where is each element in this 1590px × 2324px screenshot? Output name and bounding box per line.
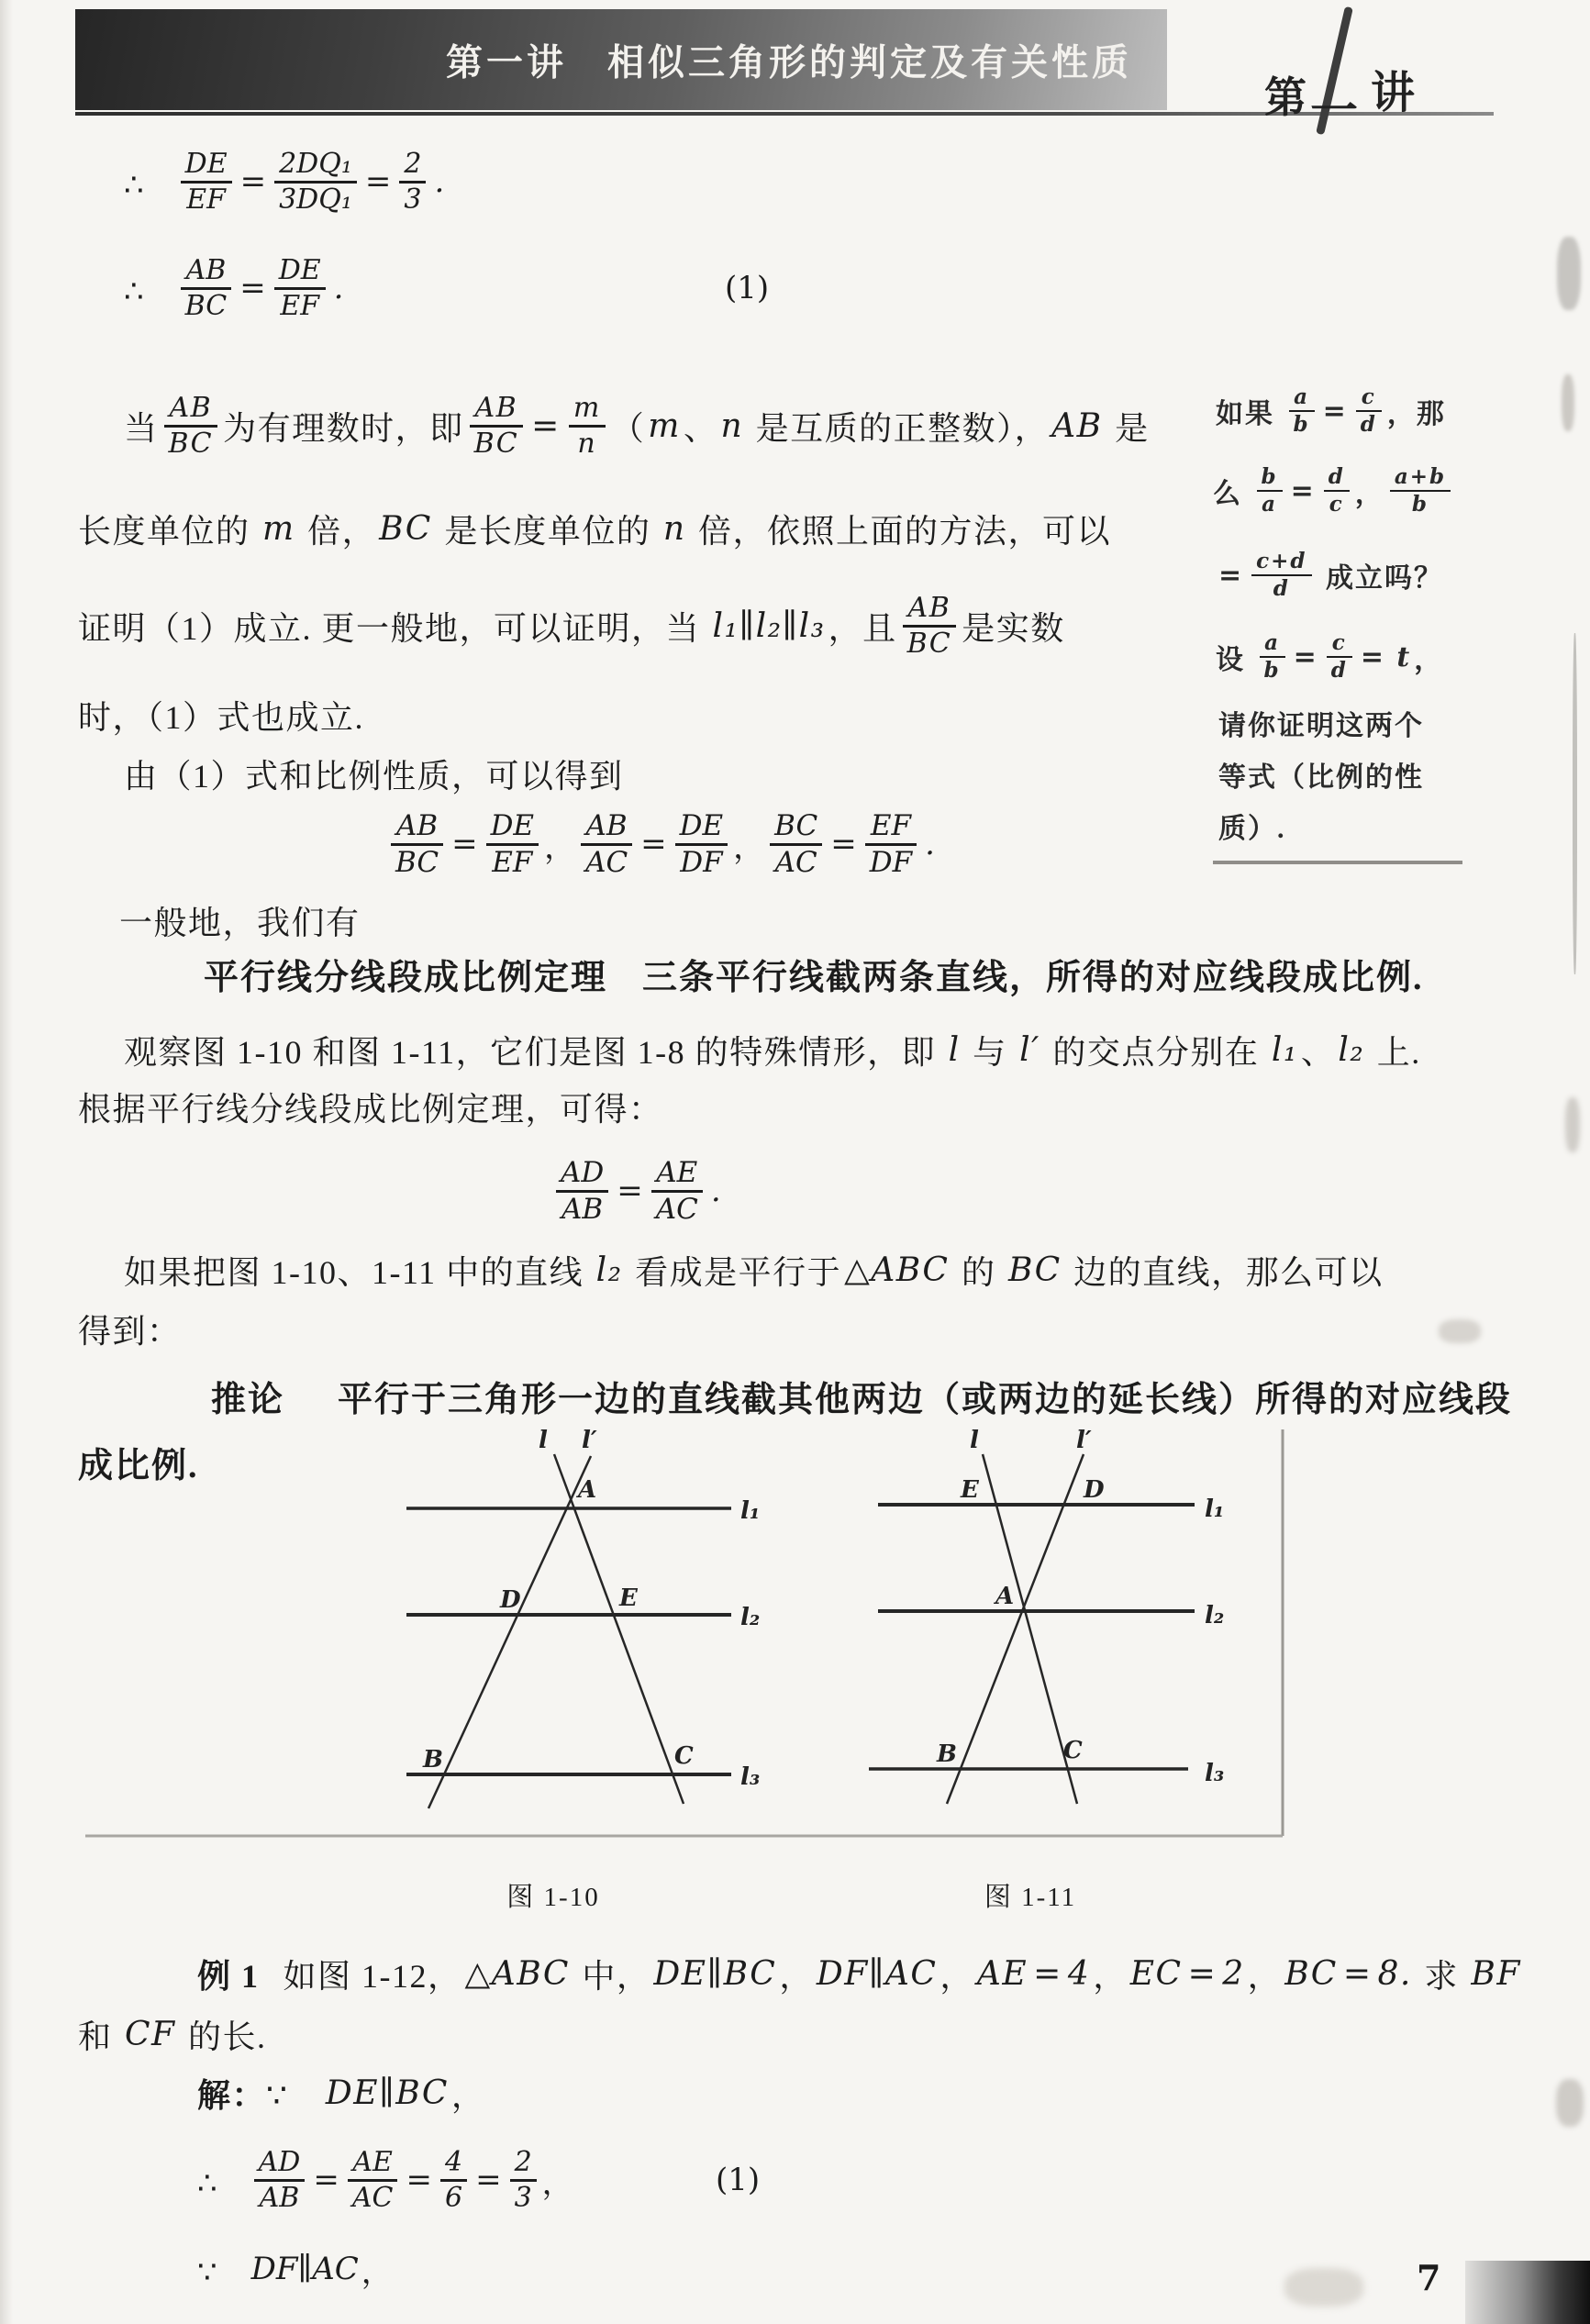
fraction-denominator: d: [1330, 658, 1348, 683]
text-run: 时，（1）式也成立.: [78, 698, 365, 736]
figure-1-11-labels: [936, 1428, 1224, 1787]
fraction: [470, 394, 524, 458]
fig10-label-A: A: [578, 1476, 597, 1504]
fraction: [164, 394, 218, 458]
math-run: DF∥AC: [816, 1954, 938, 1993]
fig10-label-l: l: [539, 1428, 548, 1454]
math-run: =: [451, 826, 478, 862]
corollary-statement-tail: 成比例.: [78, 1446, 199, 1485]
text-run: ∵: [266, 2076, 323, 2114]
text-run: ，: [1354, 479, 1384, 509]
text-run: ，: [544, 830, 576, 865]
text-run: 如果把图 1-10、1-11 中的直线: [124, 1253, 594, 1291]
fraction-denominator: b: [1293, 412, 1310, 437]
fig11-label-D: D: [1084, 1476, 1105, 1504]
text-run: 证明（1）成立. 更一般地，可以证明，当: [78, 609, 710, 647]
math-run: 4: [1067, 1954, 1091, 1993]
text-run: 观察图 1-10 和图 1-11，它们是图 1-8 的特殊情形，即: [124, 1033, 946, 1071]
math-run: 2: [1222, 1954, 1245, 1993]
text-run: 成立吗？: [1317, 563, 1443, 594]
math-run: l₂: [1338, 1030, 1365, 1069]
equation-number: (1): [716, 2162, 761, 2198]
fig11-label-C: C: [1063, 1737, 1083, 1764]
fraction: [348, 2148, 398, 2212]
fig11-label-lp: l′: [1076, 1428, 1092, 1454]
text-run: ，且: [828, 609, 897, 647]
math-run: =: [617, 1173, 643, 1209]
math-run: △ABC: [844, 1251, 950, 1289]
text-run: 中，: [572, 1957, 651, 1995]
text-run: 一般地，我们有: [119, 904, 361, 941]
margin-note-line: [1216, 374, 1446, 448]
fraction-denominator: EF: [492, 845, 533, 879]
text-run: 和: [78, 2018, 123, 2055]
text-run: 是互质的正整数），: [746, 409, 1050, 447]
math-run: =: [1293, 640, 1318, 673]
math-run: =: [364, 163, 392, 200]
text-run: ，: [1093, 1957, 1128, 1995]
text-run: 的: [951, 1253, 1006, 1291]
fraction-numerator: AD: [556, 1158, 608, 1193]
fraction: [254, 2148, 306, 2212]
math-run: EC: [1129, 1954, 1183, 1993]
figure-1-11-caption: 图 1-11: [984, 1883, 1077, 1912]
fraction-denominator: AC: [655, 1192, 698, 1226]
fig11-label-l1: l₁: [1205, 1496, 1225, 1523]
text-run: 的交点分别在: [1042, 1033, 1269, 1071]
fraction-numerator: c: [1356, 386, 1382, 412]
fig11-label-E: E: [961, 1476, 979, 1504]
fraction-numerator: 2: [510, 2148, 537, 2182]
fraction-denominator: d: [1273, 576, 1290, 601]
text-run: ，: [779, 1957, 814, 1995]
corner-char: 讲: [1371, 67, 1416, 118]
text-run: ，: [940, 1957, 974, 1995]
margin-note-line: [1218, 802, 1286, 850]
fraction: [486, 808, 539, 879]
math-run: =: [239, 270, 266, 306]
math-run: =: [1218, 559, 1244, 592]
display-equation-proportions: [385, 791, 938, 897]
fig10-label-l3: l₃: [740, 1763, 761, 1791]
math-run: .: [434, 163, 445, 200]
fraction-denominator: AC: [774, 845, 817, 879]
scan-smudge: [1556, 2079, 1584, 2127]
corollary-line: [211, 1365, 1512, 1426]
fraction-denominator: DF: [869, 845, 913, 879]
math-run: =: [313, 2162, 339, 2198]
text-run: 得到：: [78, 1312, 182, 1350]
fraction: [1251, 550, 1311, 600]
paragraph-line: [78, 573, 1065, 679]
fraction: [770, 808, 822, 879]
example-line-cont: [78, 2006, 267, 2063]
fraction-denominator: BC: [184, 289, 228, 322]
math-run: .: [925, 826, 935, 862]
math-run: =: [239, 163, 267, 200]
fraction-numerator: DE: [181, 150, 232, 183]
figures-1-10-and-1-11: [78, 1428, 1298, 1850]
scan-corner-blob: [1465, 2261, 1590, 2324]
text-run: 如果: [1216, 399, 1284, 429]
solution-line: [197, 2064, 485, 2121]
text-run: ，: [450, 2076, 486, 2114]
margin-note-line: [1216, 620, 1443, 694]
math-run: CF: [125, 2015, 176, 2053]
math-run: =: [830, 826, 857, 862]
fraction-numerator: 4: [440, 2148, 467, 2182]
fraction-denominator: DF: [680, 845, 723, 879]
math-run: =: [1290, 474, 1316, 507]
fraction-denominator: n: [577, 427, 597, 460]
text-run: 是: [1105, 409, 1150, 447]
fraction: [181, 150, 232, 214]
math-run: =: [1187, 1954, 1218, 1993]
text-run: 根据平行线分线段成比例定理，可得：: [78, 1090, 663, 1128]
fraction-numerator: AB: [181, 256, 232, 290]
text-run: 上.: [1367, 1033, 1421, 1071]
text-run: 边的直线，那么可以: [1063, 1253, 1384, 1291]
text-run: ，: [541, 2166, 573, 2201]
math-run: =: [640, 826, 667, 862]
math-run: = t: [1360, 640, 1412, 673]
fraction: [556, 1155, 608, 1226]
fraction-denominator: BC: [473, 427, 519, 460]
fraction: [581, 808, 632, 879]
figure-1-10-labels: [422, 1428, 760, 1791]
figure-1-11: [869, 1454, 1195, 1804]
fraction-numerator: AB: [391, 811, 443, 846]
page-number: 7: [1417, 2257, 1441, 2298]
paragraph-line: [124, 373, 1150, 479]
formula-ab-bc: [124, 237, 950, 339]
fraction-numerator: AB: [164, 394, 218, 428]
margin-note-underline: [1213, 861, 1462, 864]
math-run: △ABC: [464, 1954, 570, 1993]
math-run: =: [1033, 1954, 1062, 1993]
equation-number: (1): [725, 270, 770, 306]
fraction-numerator: a: [1289, 386, 1315, 412]
fig10-label-C: C: [674, 1742, 694, 1770]
scan-smudge: [1284, 2268, 1363, 2307]
fraction: [1260, 629, 1285, 683]
fraction: [440, 2148, 467, 2212]
math-run: =: [406, 2162, 432, 2198]
figure-1-10-caption: 图 1-10: [506, 1883, 600, 1912]
fraction: [181, 256, 232, 320]
fraction-numerator: 2DQ₁: [274, 150, 357, 183]
fig11-label-l3: l₃: [1205, 1760, 1225, 1787]
fraction-denominator: BC: [906, 627, 952, 660]
fig10-label-lp: l′: [582, 1428, 597, 1454]
theorem-line: [204, 943, 1424, 1004]
text-run: 倍，: [297, 512, 377, 550]
theorem-statement: 三条平行线截两条直线，所得的对应线段成比例.: [642, 958, 1424, 997]
chapter-banner-title: 第一讲 相似三角形的判定及有关性质: [446, 42, 1132, 83]
math-run: BF: [1471, 1954, 1521, 1993]
math-run: BC: [1008, 1251, 1062, 1289]
math-run: BC: [1284, 1954, 1338, 1993]
solution-label: 解：: [197, 2076, 267, 2114]
fraction-numerator: AB: [903, 594, 957, 628]
solution-step: [197, 2241, 393, 2297]
text-run: 等式（比例的性: [1218, 762, 1424, 793]
math-run: BC: [379, 509, 432, 548]
math-run: DF∥AC: [250, 2251, 359, 2287]
fraction: [1327, 629, 1352, 683]
text-run: ，: [733, 830, 765, 865]
fraction-numerator: BC: [770, 811, 822, 846]
solution-step: [266, 2070, 485, 2117]
math-run: l₁∥l₂∥l₃: [712, 606, 826, 645]
scan-smudge: [1557, 237, 1581, 310]
fig10-label-E: E: [619, 1585, 638, 1612]
fraction-numerator: DE: [675, 811, 728, 846]
fraction-denominator: 3DQ₁: [279, 183, 352, 216]
fraction-numerator: AE: [348, 2148, 398, 2182]
fraction: [569, 394, 606, 458]
text-run: ，: [361, 2255, 393, 2290]
solution-equation: [197, 2125, 931, 2235]
text-run: ∵: [197, 2255, 249, 2290]
text-run: 由（1）式和比例性质，可以得到: [124, 757, 624, 795]
fraction-numerator: a+b: [1390, 466, 1451, 492]
paragraph-line: [124, 1240, 1384, 1299]
math-run: DE∥BC: [325, 2074, 449, 2112]
fraction: [274, 150, 357, 214]
display-equation-ad-ab: [550, 1138, 724, 1244]
paragraph-line: [119, 892, 361, 949]
fraction: [1257, 463, 1283, 517]
fraction: [1324, 463, 1350, 517]
math-run: l₁: [1271, 1030, 1298, 1069]
fraction: [391, 808, 443, 879]
fraction-numerator: DE: [486, 811, 539, 846]
scan-edge-shading: [0, 0, 13, 2324]
fig10-transversal-l: [554, 1454, 684, 1804]
fraction-denominator: 3: [404, 183, 422, 216]
fraction-denominator: AC: [585, 845, 628, 879]
fraction-denominator: BC: [395, 845, 439, 879]
text-run: ∴: [124, 274, 175, 309]
fig10-label-D: D: [500, 1586, 521, 1614]
fraction-numerator: a: [1260, 632, 1285, 658]
text-run: ∴: [124, 168, 175, 203]
fraction: [675, 808, 728, 879]
margin-note-line: [1213, 451, 1456, 530]
fraction: [274, 256, 326, 320]
margin-note-line: [1216, 536, 1443, 615]
fraction-numerator: AE: [651, 1158, 703, 1193]
paragraph-line: [124, 1020, 1421, 1079]
fraction: [865, 808, 917, 879]
math-run: AB: [1051, 406, 1103, 445]
text-run: 、: [683, 409, 718, 447]
text-run: 求: [1414, 1957, 1469, 1995]
example-line: [197, 1943, 1524, 2004]
fraction-denominator: d: [1360, 412, 1377, 437]
fraction: [651, 1155, 703, 1226]
fig11-label-B: B: [937, 1740, 957, 1768]
fig10-label-l2: l₂: [740, 1604, 761, 1631]
fraction-denominator: b: [1263, 658, 1281, 683]
text-run: 看成是平行于: [625, 1253, 842, 1291]
scan-smudge: [1565, 1097, 1580, 1152]
paragraph-line: [78, 1299, 182, 1358]
math-run: .: [710, 1173, 721, 1209]
math-run: l: [948, 1030, 961, 1069]
corner-char: 第: [1264, 72, 1306, 122]
fraction-denominator: EF: [186, 183, 226, 216]
math-run: =: [1322, 395, 1348, 428]
fraction: [1390, 463, 1451, 517]
theorem-label: 平行线分线段成比例定理: [204, 958, 608, 997]
fraction-numerator: AD: [254, 2148, 306, 2182]
fig11-label-A: A: [995, 1583, 1015, 1610]
chapter-banner: [75, 9, 1167, 110]
fraction-denominator: 6: [444, 2181, 463, 2214]
fraction-denominator: AC: [351, 2181, 394, 2214]
fraction-numerator: c+d: [1251, 550, 1311, 576]
scan-smudge: [1439, 1319, 1481, 1343]
fraction-numerator: 2: [399, 150, 426, 183]
text-run: （: [610, 409, 646, 447]
fraction-denominator: a: [1262, 492, 1277, 517]
math-run: l′: [1019, 1030, 1040, 1069]
fraction-denominator: EF: [280, 289, 320, 322]
math-run: m: [648, 406, 681, 445]
text-run: 为有理数时，即: [223, 409, 464, 447]
math-run: =: [475, 2162, 502, 2198]
fraction: [399, 150, 426, 214]
fraction-numerator: d: [1324, 466, 1350, 492]
example-label: 例 1: [197, 1957, 260, 1995]
text-run: 是实数: [962, 609, 1065, 647]
text-run: 如图 1-12，: [283, 1957, 462, 1995]
fig10-label-l1: l₁: [740, 1497, 761, 1525]
math-run: n: [720, 406, 744, 445]
fraction-numerator: DE: [274, 256, 326, 290]
chapter-corner-calligraphy: [1259, 48, 1442, 135]
text-run: 是长度单位的: [434, 512, 661, 550]
text-run: 长度单位的: [78, 512, 261, 550]
text-run: ，那: [1386, 399, 1446, 429]
math-run: .: [333, 270, 344, 306]
formula-de-ef: [124, 130, 447, 233]
fraction-numerator: EF: [865, 811, 917, 846]
fig11-label-l2: l₂: [1205, 1602, 1225, 1629]
scan-smudge: [1562, 374, 1574, 431]
example-text: [284, 1951, 1524, 1997]
fraction-denominator: BC: [168, 427, 214, 460]
math-run: m: [262, 509, 295, 548]
fraction-denominator: c: [1329, 492, 1344, 517]
fraction-numerator: m: [569, 394, 606, 428]
text-run: ∴: [197, 2166, 249, 2201]
math-run: AE: [976, 1954, 1028, 1993]
text-run: 么: [1213, 479, 1251, 509]
corollary-label: 推论: [211, 1380, 285, 1419]
math-run: l₂: [595, 1251, 623, 1289]
paragraph-line: [78, 495, 1111, 562]
text-run: ，: [1247, 1957, 1283, 1995]
margin-note-line: [1218, 751, 1424, 798]
text-run: 倍，依照上面的方法，可以: [688, 512, 1112, 550]
text-run: 的长.: [178, 2018, 267, 2055]
fraction-numerator: AB: [581, 811, 632, 846]
text-run: 质）.: [1218, 814, 1286, 844]
text-run: ，: [1414, 645, 1444, 675]
fraction-numerator: b: [1257, 466, 1283, 492]
margin-note-line: [1218, 699, 1424, 747]
fraction: [1356, 386, 1382, 436]
fraction-denominator: 3: [514, 2181, 532, 2214]
fraction-denominator: b: [1411, 492, 1429, 517]
math-run: =: [1342, 1954, 1373, 1993]
fraction: [903, 594, 957, 658]
text-run: 设: [1216, 645, 1254, 675]
fraction: [1289, 386, 1315, 436]
fraction-numerator: c: [1327, 632, 1352, 658]
fig10-label-B: B: [423, 1746, 443, 1774]
fraction-denominator: AB: [259, 2181, 300, 2214]
text-run: 与: [962, 1033, 1017, 1071]
corner-char: 一: [1310, 84, 1359, 136]
math-run: DE∥BC: [653, 1954, 777, 1993]
paragraph-line: [78, 1077, 663, 1136]
scan-smudge: [1573, 633, 1577, 974]
fraction-denominator: AB: [562, 1192, 604, 1226]
math-run: =: [531, 406, 561, 445]
math-run: n: [662, 509, 686, 548]
text-run: 当: [124, 409, 159, 447]
fig11-label-l: l: [970, 1428, 979, 1454]
corollary-statement: 平行于三角形一边的直线截其他两边（或两边的延长线）所得的对应线段: [338, 1380, 1513, 1419]
fraction: [510, 2148, 537, 2212]
text-run: 、: [1300, 1033, 1336, 1071]
math-run: 8.: [1377, 1954, 1412, 1993]
fraction-numerator: AB: [470, 394, 524, 428]
paragraph-line: [78, 686, 364, 743]
text-run: 请你证明这两个: [1218, 711, 1424, 741]
